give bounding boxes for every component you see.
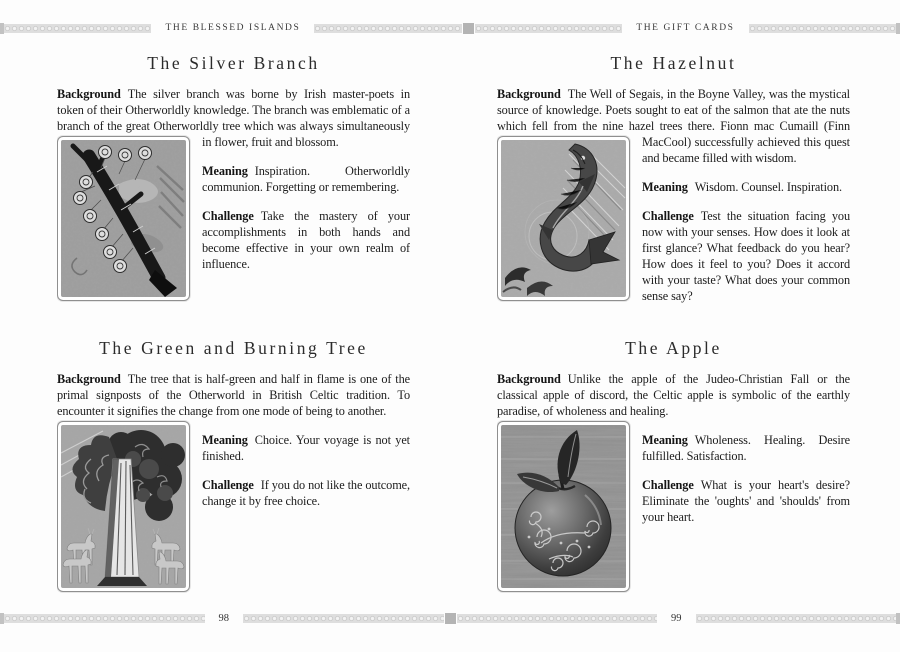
leaping-salmon-engraving	[497, 136, 630, 301]
page-content	[57, 53, 850, 596]
ornament-strip	[696, 614, 897, 623]
ornament-strip	[475, 24, 622, 33]
card-hazelnut	[497, 53, 850, 338]
running-head-left: THE BLESSED ISLANDS	[165, 23, 301, 33]
page-edge-mark	[896, 613, 900, 624]
ornament-strip	[243, 614, 444, 623]
background-text: The tree that is half-green and half in flame is one of the primal signposts of the Otherworld in British Celtic tradition. To encounter it signifies the change from one mode of being to another.	[57, 372, 410, 418]
ornament-strip	[4, 614, 205, 623]
footer-band	[0, 612, 900, 624]
ornament-strip	[749, 24, 896, 33]
background-paragraph	[57, 371, 410, 419]
green-and-burning-tree-engraving	[57, 421, 190, 592]
card-title: The Apple	[625, 338, 722, 358]
background-label: Background	[57, 87, 121, 101]
background-text: Unlike the apple of the Judeo-Christian Fall or the classical apple of discord, the Celtic apple is symbolic of the earthly paradise, of wholeness and healing.	[497, 372, 850, 418]
ornament-strip	[4, 24, 151, 33]
challenge-text: Take the mastery of your accomplishments in both hands and become effective in your own realm of influence.	[202, 209, 410, 271]
right-page	[497, 53, 850, 596]
spine-mark	[463, 23, 474, 34]
running-head-right: THE GIFT CARDS	[636, 23, 735, 33]
header-band	[0, 22, 900, 34]
background-label: Background	[57, 372, 121, 386]
celtic-apple-engraving	[497, 421, 630, 592]
page-edge-mark	[896, 23, 900, 34]
background-label: Background	[497, 87, 561, 101]
challenge-label: Challenge	[202, 478, 254, 492]
card-green-and-burning-tree	[57, 338, 410, 596]
card-title: The Hazelnut	[610, 53, 737, 73]
left-page	[57, 53, 410, 596]
meaning-text: Inspiration. Otherworldly communion. Forgetting or remembering.	[202, 164, 410, 194]
background-paragraph	[497, 371, 850, 419]
spine-mark	[445, 613, 456, 624]
meaning-text: Choice. Your voyage is not yet finished.	[202, 433, 410, 463]
challenge-label: Challenge	[642, 209, 694, 223]
silver-branch-engraving	[57, 136, 190, 301]
challenge-text: If you do not like the outcome, change it by free choice.	[202, 478, 410, 508]
card-silver-branch	[57, 53, 410, 338]
ornament-strip	[314, 24, 461, 33]
meaning-label: Meaning	[202, 164, 248, 178]
background-text: The silver branch was borne by Irish master-poets in token of their Otherworldly knowledge. The branch was emblematic of a branch of the great Otherworldly tree which was always simultaneously in flower, fruit and blossom.	[57, 87, 410, 149]
card-title: The Silver Branch	[147, 53, 320, 73]
page-number-right: 99	[671, 612, 682, 624]
card-apple	[497, 338, 850, 596]
challenge-label: Challenge	[202, 209, 254, 223]
meaning-label: Meaning	[642, 433, 688, 447]
challenge-label: Challenge	[642, 478, 694, 492]
meaning-text: Wisdom. Counsel. Inspiration.	[694, 180, 842, 194]
meaning-label: Meaning	[202, 433, 248, 447]
background-text: The Well of Segais, in the Boyne Valley, was the mystical source of knowledge. Poets sought to eat of the salmon that ate the nuts which fell from the nine hazel trees there. Fionn mac Cumaill (Finn MacCool) successfully achieved this quest and became filled with wisdom.	[497, 87, 850, 165]
page-number-left: 98	[218, 612, 229, 624]
ornament-strip	[457, 614, 658, 623]
challenge-text: What is your heart's desire? Eliminate the 'oughts' and 'shoulds' from your heart.	[642, 478, 850, 524]
challenge-text: Test the situation facing you now with your senses. How does it look at first glance? What feedback do you hear? How does it feel to you? Does it accord with your taste? What does your common sense say?	[642, 209, 850, 303]
meaning-label: Meaning	[642, 180, 688, 194]
card-title: The Green and Burning Tree	[99, 338, 368, 358]
meaning-text: Wholeness. Healing. Desire fulfilled. Satisfaction.	[642, 433, 850, 463]
background-label: Background	[497, 372, 561, 386]
